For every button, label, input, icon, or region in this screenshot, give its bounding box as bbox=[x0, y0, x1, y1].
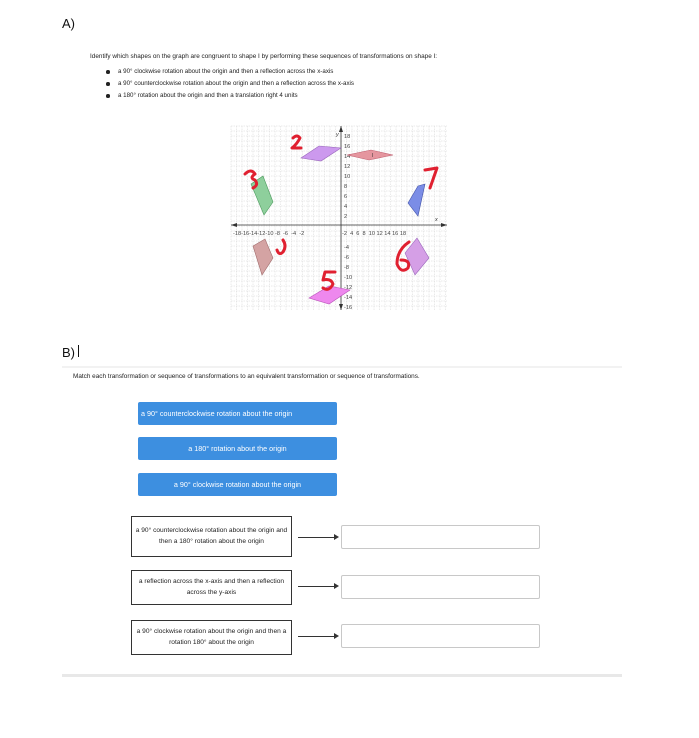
transformation-bullet: a 90° clockwise rotation about the origin and then a reflection across the x-axis bbox=[104, 66, 604, 78]
part-b-label: B) bbox=[62, 345, 75, 360]
y-tick-label: 6 bbox=[344, 194, 348, 200]
match-arrow bbox=[298, 586, 334, 587]
y-tick-label: 18 bbox=[344, 134, 351, 140]
y-tick-label: -4 bbox=[344, 245, 349, 251]
y-tick-label: -16 bbox=[344, 305, 353, 311]
transformation-bullet: a 180° rotation about the origin and then a translation right 4 units bbox=[104, 90, 604, 102]
shape-i-label: I bbox=[372, 153, 374, 159]
transformation-list bbox=[104, 66, 604, 102]
answer-drop-zone[interactable] bbox=[341, 525, 540, 549]
y-tick-label: 14 bbox=[344, 154, 351, 160]
y-tick-label: 12 bbox=[344, 164, 351, 170]
y-tick-label: 2 bbox=[344, 214, 348, 220]
y-tick-label: -12 bbox=[344, 285, 353, 291]
x-axis-label: x bbox=[435, 217, 438, 223]
y-tick-label: 16 bbox=[344, 144, 351, 150]
y-axis-label: y bbox=[336, 132, 339, 138]
question-instruction: Identify which shapes on the graph are congruent to shape I by performing these sequences of transformations on shape I: bbox=[90, 53, 438, 60]
match-arrow bbox=[298, 636, 334, 637]
option-90-ccw-rotation[interactable]: a 90° counterclockwise rotation about the origin bbox=[138, 402, 337, 425]
x-tick-labels-negative: -18-16-14-12-10 -8 -6 -4 -2 bbox=[233, 231, 305, 237]
part-a-label: A) bbox=[62, 16, 75, 31]
panel-bottom-border bbox=[62, 674, 622, 677]
prompt-box: a 90° counterclockwise rotation about the origin and then a 180° rotation about the origin bbox=[131, 516, 292, 557]
prompt-box: a reflection across the x-axis and then a reflection across the y-axis bbox=[131, 570, 292, 605]
prompt-box: a 90° clockwise rotation about the origin and then a rotation 180° about the origin bbox=[131, 620, 292, 655]
match-arrow bbox=[298, 537, 334, 538]
arrow-head-icon bbox=[334, 583, 339, 589]
arrow-head-icon bbox=[334, 633, 339, 639]
y-tick-label: 4 bbox=[344, 204, 348, 210]
answer-drop-zone[interactable] bbox=[341, 575, 540, 599]
option-90-cw-rotation[interactable]: a 90° clockwise rotation about the origin bbox=[138, 473, 337, 496]
y-tick-label: -8 bbox=[344, 265, 349, 271]
arrow-head-icon bbox=[334, 534, 339, 540]
transformation-bullet: a 90° counterclockwise rotation about the origin and then a reflection across the x-axis bbox=[104, 78, 604, 90]
text-cursor bbox=[78, 345, 79, 357]
answer-drop-zone[interactable] bbox=[341, 624, 540, 648]
graph-background bbox=[231, 126, 447, 310]
y-tick-label: -6 bbox=[344, 255, 349, 261]
option-180-rotation[interactable]: a 180° rotation about the origin bbox=[138, 437, 337, 460]
y-tick-label: -10 bbox=[344, 275, 353, 281]
x-tick-labels-positive: -2 4 6 8 10 12 14 16 18 bbox=[342, 231, 407, 237]
y-tick-label: -14 bbox=[344, 295, 353, 301]
y-tick-label: 8 bbox=[344, 184, 348, 190]
panel-divider bbox=[62, 366, 622, 368]
y-tick-label: 10 bbox=[344, 174, 351, 180]
coordinate-graph bbox=[225, 122, 455, 314]
matching-instruction: Match each transformation or sequence of transformations to an equivalent transformation or sequence of transformations. bbox=[73, 373, 420, 380]
